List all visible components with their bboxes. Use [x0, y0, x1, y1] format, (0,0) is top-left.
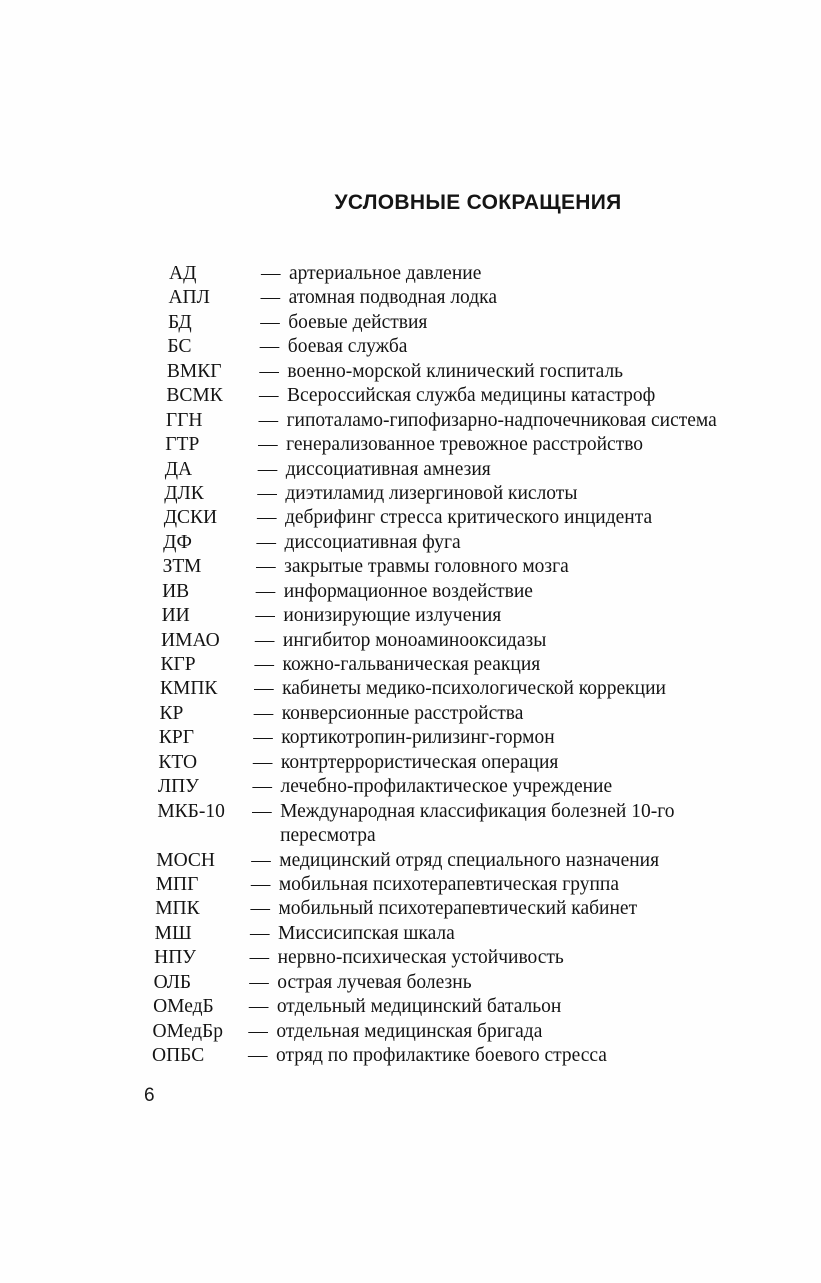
- abbreviation-term: ИМАО: [161, 629, 220, 651]
- abbreviation-definition: кожно-гальваническая реакция: [282, 654, 541, 675]
- abbreviation-term: МКБ-10: [157, 800, 225, 822]
- abbreviation-dash: —: [251, 849, 271, 871]
- abbreviation-row: [0, 726, 821, 750]
- abbreviation-definition: нервно-психическая устойчивость: [277, 947, 564, 969]
- abbreviation-dash: —: [250, 898, 270, 920]
- abbreviation-row: [0, 506, 821, 530]
- abbreviation-dash: —: [255, 605, 275, 627]
- abbreviation-term: ОПБС: [152, 1045, 205, 1067]
- abbreviation-term: БС: [167, 336, 192, 358]
- abbreviation-term: ОЛБ: [153, 971, 192, 993]
- abbreviation-row: [0, 751, 821, 775]
- abbreviation-list: [0, 262, 821, 1068]
- abbreviation-definition: отдельная медицинская бригада: [276, 1020, 543, 1042]
- abbreviation-dash: —: [254, 678, 274, 700]
- abbreviation-definition: закрытые травмы головного мозга: [284, 556, 569, 578]
- abbreviation-term: БД: [167, 311, 192, 333]
- abbreviation-row: [0, 580, 821, 604]
- page-title: УСЛОВНЫЕ СОКРАЩЕНИЯ: [334, 191, 622, 214]
- abbreviation-row: [0, 458, 821, 482]
- abbreviation-row: [0, 995, 821, 1019]
- abbreviation-definition: кабинеты медико-психологической коррекции: [282, 678, 666, 700]
- abbreviation-definition: диссоциативная амнезия: [285, 458, 491, 480]
- abbreviation-row: [0, 897, 821, 921]
- abbreviation-term: ОМедБр: [152, 1020, 223, 1042]
- abbreviation-dash: —: [254, 629, 275, 651]
- abbreviation-term: МОСН: [156, 849, 215, 871]
- abbreviation-dash: —: [253, 702, 274, 724]
- abbreviation-dash: —: [259, 360, 279, 382]
- abbreviation-definition: кортикотропин-рилизинг-гормон: [281, 727, 555, 749]
- abbreviation-definition: медицинский отряд специального назначения: [279, 849, 660, 871]
- abbreviation-dash: —: [256, 556, 276, 578]
- abbreviation-dash: —: [250, 922, 270, 944]
- abbreviation-row: [0, 604, 821, 628]
- abbreviation-row: [0, 971, 821, 995]
- abbreviation-term: АД: [169, 263, 197, 284]
- abbreviation-dash: —: [261, 263, 281, 284]
- abbreviation-dash: —: [250, 873, 271, 895]
- abbreviation-definition: мобильный психотерапевтический кабинет: [278, 898, 638, 920]
- abbreviation-dash: —: [252, 800, 272, 822]
- abbreviation-term: ИВ: [162, 580, 190, 602]
- abbreviation-definition: боевая служба: [287, 336, 408, 358]
- abbreviation-term: ЛПУ: [157, 776, 199, 798]
- abbreviation-row: [0, 409, 821, 433]
- abbreviation-term: МПГ: [155, 873, 199, 895]
- abbreviation-row: [0, 775, 821, 799]
- abbreviation-row: [0, 482, 821, 506]
- abbreviation-term: КРГ: [158, 727, 195, 749]
- abbreviation-term: КМПК: [159, 678, 218, 700]
- abbreviation-term: ДФ: [163, 531, 192, 553]
- abbreviation-dash: —: [248, 1045, 268, 1067]
- abbreviation-row: [0, 286, 821, 310]
- abbreviation-row: [0, 946, 821, 970]
- abbreviation-definition: военно-морской клинический госпиталь: [287, 360, 624, 382]
- abbreviation-row: [0, 531, 821, 555]
- abbreviation-dash: —: [256, 507, 277, 529]
- abbreviation-definition: генерализованное тревожное расстройство: [286, 434, 644, 456]
- abbreviation-term: КТО: [158, 751, 198, 773]
- abbreviation-row: [0, 311, 821, 335]
- abbreviation-dash: —: [259, 336, 280, 358]
- abbreviation-row: [0, 873, 821, 897]
- abbreviation-definition: информационное воздействие: [283, 580, 533, 602]
- abbreviation-dash: —: [260, 311, 280, 333]
- abbreviation-row: [0, 677, 821, 701]
- abbreviation-definition: мобильная психотерапевтическая группа: [278, 873, 620, 895]
- abbreviation-definition: контртеррористическая операция: [280, 751, 559, 773]
- abbreviation-definition: Международная классификация болезней 10-го пересмотра: [280, 800, 675, 847]
- abbreviation-definition: Миссисипская шкала: [278, 922, 455, 944]
- abbreviation-definition: артериальное давление: [289, 263, 482, 284]
- abbreviation-dash: —: [249, 971, 269, 993]
- abbreviation-dash: —: [252, 776, 272, 798]
- abbreviation-dash: —: [249, 947, 270, 969]
- abbreviation-row: [0, 262, 821, 286]
- abbreviation-row: [0, 433, 821, 457]
- abbreviation-term: ВМКГ: [166, 360, 222, 382]
- abbreviation-term: ДЛК: [164, 482, 204, 504]
- abbreviation-term: МПК: [155, 898, 200, 920]
- abbreviation-row: [0, 360, 821, 384]
- abbreviation-term: КР: [159, 702, 184, 724]
- abbreviation-row: [0, 335, 821, 359]
- abbreviation-definition: отдельный медицинский батальон: [276, 996, 562, 1018]
- abbreviation-definition: ингибитор моноаминооксидазы: [282, 629, 547, 651]
- abbreviation-dash: —: [260, 287, 281, 309]
- abbreviation-definition: гипоталамо-гипофизарно-надпочечниковая система: [286, 409, 717, 431]
- abbreviation-row: [0, 1044, 821, 1068]
- abbreviation-row: [0, 1020, 821, 1044]
- abbreviation-definition: диссоциативная фуга: [284, 531, 461, 553]
- abbreviation-term: ГГН: [165, 409, 203, 431]
- abbreviation-row: [0, 800, 821, 849]
- abbreviation-dash: —: [258, 409, 279, 431]
- abbreviation-term: ДА: [164, 458, 193, 480]
- abbreviation-term: ОМедБ: [153, 996, 214, 1018]
- abbreviation-dash: —: [257, 458, 278, 480]
- abbreviation-row: [0, 922, 821, 946]
- abbreviation-dash: —: [253, 727, 273, 749]
- abbreviation-definition: лечебно-профилактическое учреждение: [280, 776, 613, 798]
- abbreviation-definition: дебрифинг стресса критического инцидента: [284, 507, 653, 529]
- abbreviation-definition: Всероссийская служба медицины катастроф: [286, 385, 656, 407]
- abbreviation-dash: —: [252, 751, 273, 773]
- abbreviation-dash: —: [254, 654, 274, 675]
- abbreviation-definition: ионизирующие излучения: [283, 605, 502, 627]
- abbreviation-row: [0, 653, 821, 677]
- abbreviation-definition: конверсионные расстройства: [281, 702, 524, 724]
- abbreviation-dash: —: [248, 1020, 268, 1042]
- abbreviation-term: АПЛ: [168, 287, 210, 309]
- abbreviation-definition: диэтиламид лизергиновой кислоты: [285, 482, 578, 504]
- abbreviation-dash: —: [258, 434, 278, 456]
- abbreviation-term: ГТР: [165, 434, 200, 456]
- abbreviation-definition: боевые действия: [288, 311, 428, 333]
- abbreviation-row: [0, 555, 821, 579]
- page-number: 6: [144, 1085, 155, 1106]
- abbreviation-dash: —: [257, 482, 277, 504]
- abbreviation-term: ВСМК: [166, 385, 223, 407]
- abbreviation-term: НПУ: [154, 947, 197, 969]
- abbreviation-row: [0, 849, 821, 873]
- abbreviation-row: [0, 384, 821, 408]
- abbreviation-row: [0, 702, 821, 726]
- abbreviation-dash: —: [258, 385, 279, 407]
- abbreviation-term: КГР: [160, 654, 196, 675]
- abbreviation-dash: —: [248, 996, 269, 1018]
- abbreviation-term: ЗТМ: [162, 556, 202, 578]
- abbreviation-dash: —: [255, 580, 276, 602]
- abbreviation-row: [0, 629, 821, 653]
- abbreviation-definition: отряд по профилактике боевого стресса: [276, 1045, 607, 1067]
- abbreviation-term: ДСКИ: [163, 507, 218, 529]
- abbreviation-term: ИИ: [161, 605, 190, 627]
- abbreviation-definition: острая лучевая болезнь: [277, 971, 472, 993]
- abbreviation-term: МШ: [154, 922, 192, 944]
- abbreviation-dash: —: [256, 531, 277, 553]
- abbreviation-definition: атомная подводная лодка: [288, 287, 497, 309]
